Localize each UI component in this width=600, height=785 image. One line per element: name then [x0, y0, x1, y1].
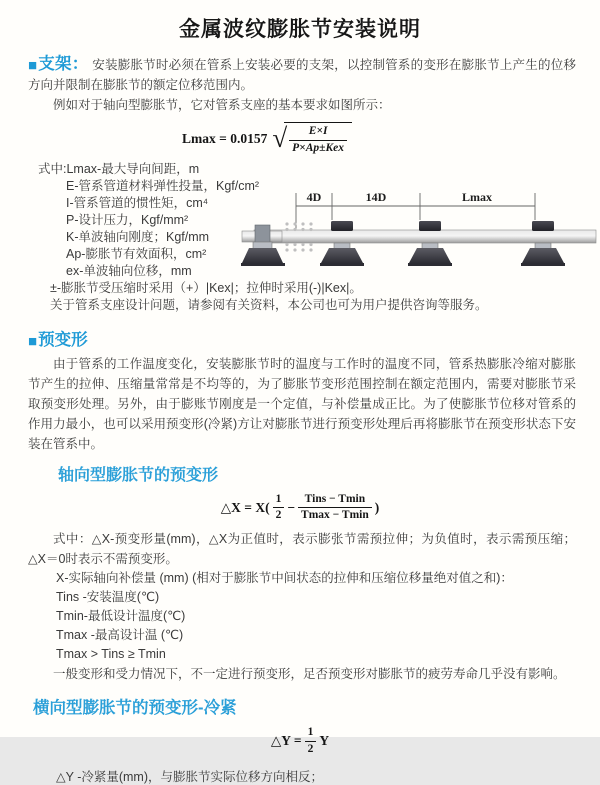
- axial-formula-rparen: ): [374, 499, 380, 515]
- lmax-formula-numerator: E×I: [289, 125, 347, 141]
- definition-line: 式中:Lmax-最大导向间距，m: [38, 161, 200, 176]
- lmax-formula-radicand: [284, 122, 352, 156]
- support-intro-text: 安装膨胀节时必须在管系上安装必要的支架，以控制管系的变形在膨胀节上产生的位移方向并限制在膨胀节的额定位移范围内。: [28, 58, 576, 92]
- fraction-numerator: 1: [273, 493, 285, 509]
- support-example-text: 例如对于轴向型膨胀节，它对管系支座的基本要求如图所示：: [53, 98, 391, 112]
- pipe: [254, 230, 596, 243]
- section-support-title: 支架：: [38, 55, 89, 73]
- section-preform-title: 预变形: [38, 330, 88, 349]
- support-intro-paragraph: [28, 54, 576, 95]
- sqrt-radical-icon: √: [272, 123, 288, 154]
- lateral-preform-formula: [0, 726, 600, 757]
- section-support-heading: [28, 55, 89, 73]
- definition-line: X-实际轴向补偿量 (mm) (相对于膨胀节中间状态的拉伸和压缩位移量绝对值之和)：: [56, 571, 513, 586]
- lmax-formula: [182, 122, 600, 156]
- definition-line: Tmin-最低设计温度(℃): [56, 609, 186, 624]
- axial-preform-subheading: 轴向型膨胀节的预变形: [58, 466, 219, 484]
- lateral-formula-lhs: △Y =: [270, 733, 302, 749]
- definition-line: ±-膨胀节受压缩时采用（+）|Kex|；拉伸时采用(-)|Kex|。: [50, 280, 362, 295]
- lateral-formula-rhs: Y: [319, 733, 330, 749]
- definition-line: Tins -安装温度(℃): [56, 590, 160, 605]
- definition-line: I-管系管道的惯性矩，cm⁴: [66, 195, 209, 210]
- section-marker-icon: ■: [28, 57, 38, 74]
- section-marker-icon: ■: [28, 332, 38, 350]
- page-title: 金属波纹膨胀节安装说明: [179, 18, 421, 41]
- axial-general-note: 一般变形和受力情况下，不一定进行预变形，足否预变形对膨胀节的疲劳寿命几乎没有影响。: [53, 667, 566, 682]
- lateral-preform-subheading: 横向型膨胀节的预变形-冷紧: [33, 699, 237, 718]
- lateral-note-line: △Y -冷紧量(mm)，与膨胀节实际位移方向相反；: [56, 769, 324, 784]
- fraction-denominator: Tmax − Tmin: [301, 509, 369, 522]
- dimension-label-4d: 4D: [306, 190, 322, 204]
- definition-line: Tmax > Tins ≥ Tmin: [56, 647, 166, 662]
- lmax-formula-denominator: P×Ap±Kex: [292, 141, 344, 154]
- definition-line: E-管系管道材料弹性投量，Kgf/cm²: [66, 178, 260, 193]
- axial-note-paragraph: 式中：△X-预变形量(mm)，△X为正值时，表示膨张节需预拉伸；为负值时，表示需预压缩；△X＝0时表示不需预变形。: [28, 532, 576, 567]
- axial-definitions-list: [56, 569, 600, 664]
- fraction-denominator: 2: [307, 742, 314, 755]
- dimension-label-14d: 14D: [365, 190, 387, 204]
- fraction-denominator: 2: [275, 509, 282, 522]
- lateral-formula-fraction: [305, 726, 317, 757]
- guide-support: [320, 221, 364, 266]
- support-note-line: 关于管系支座设计问题，请参阅有关资料，本公司也可为用户提供咨询等服务。: [50, 297, 488, 312]
- pipe-support-diagram: [240, 186, 596, 292]
- fraction-numerator: 1: [305, 726, 317, 742]
- guide-support: [408, 221, 452, 266]
- definition-line: K-单波轴向刚度；Kgf/mm: [66, 229, 210, 244]
- section-preform-heading: [28, 326, 600, 350]
- definition-line: Tmax -最高设计温 (℃): [56, 628, 184, 643]
- guide-support: [521, 221, 565, 266]
- lmax-formula-lhs: Lmax = 0.0157: [182, 130, 268, 146]
- axial-preform-formula: [0, 493, 600, 524]
- definition-line: ex-单波轴向位移，mm: [66, 263, 192, 278]
- axial-formula-temp-fraction: [298, 493, 372, 524]
- axial-formula-minus: −: [287, 499, 296, 515]
- preform-body-paragraph: 由于管系的工作温度变化，安装膨胀节时的温度与工作时的温度不同，管系热膨胀冷缩对膨胀节产生的拉伸、压缩量常常是不均等的，为了膨胀节变形范围控制在额定范围内，需要对膨胀节采取预变形处理。另外，由于膨账节刚度是一个定值，与补偿量成正比。为了使膨胀节位移对管系的作用力最小，也可以采用预变形(冷紧)方让对膨胀节进行预变形处理后再将膨胀节在预变形状态下安装在管系中。: [28, 356, 576, 451]
- definition-line: P-设计压力，Kgf/mm²: [66, 212, 189, 227]
- axial-formula-half-fraction: [273, 493, 285, 524]
- lmax-formula-fraction: [289, 125, 347, 156]
- dimension-label-lmax: Lmax: [462, 190, 492, 204]
- definition-line: Ap-膨胀节有效面积，cm²: [66, 246, 207, 261]
- axial-formula-lhs: △X = X(: [220, 499, 270, 515]
- fraction-numerator: Tins − Tmin: [298, 493, 372, 509]
